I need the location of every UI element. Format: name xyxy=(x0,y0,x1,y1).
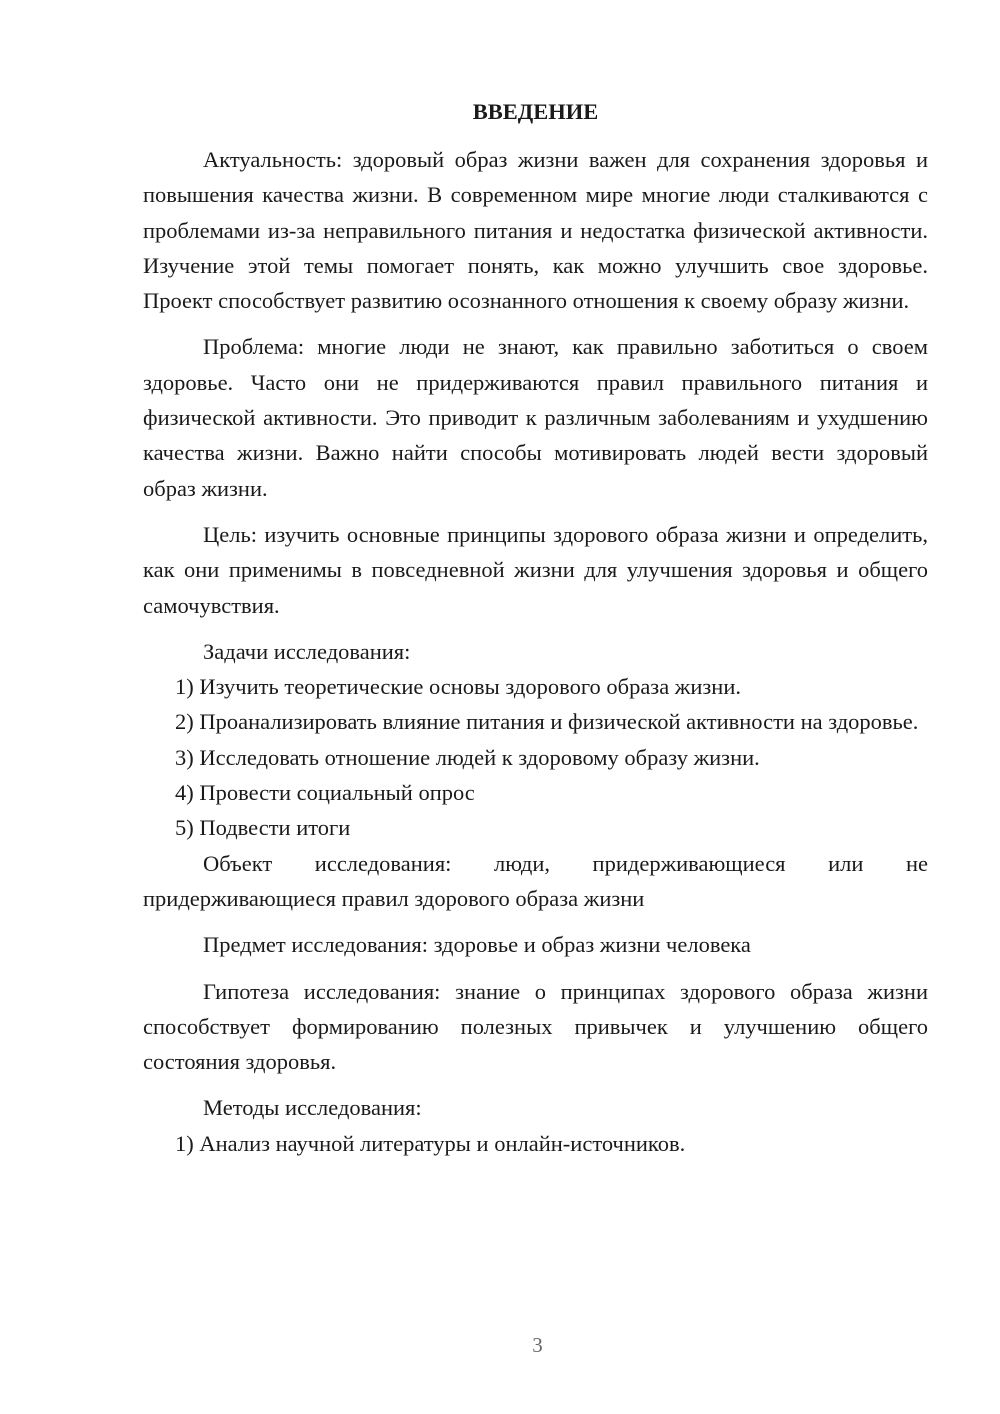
problem-paragraph: Проблема: многие люди не знают, как правильно заботиться о своем здоровье. Часто они не придерживаются правил правильного питания и физической активности. Это приводит к различным заболеваниям и ухудшению качества жизни. Важно найти способы мотивировать людей вести здоровый образ жизни. xyxy=(143,334,928,501)
document-page xyxy=(143,94,928,1161)
hypothesis-paragraph: Гипотеза исследования: знание о принципах здорового образа жизни способствует формированию полезных привычек и улучшению общего состояния здоровья. xyxy=(143,978,928,1075)
task-item-2: 2) Проанализировать влияние питания и физической активности на здоровье. xyxy=(175,709,919,735)
goal-paragraph: Цель: изучить основные принципы здорового образа жизни и определить, как они применимы в повседневной жизни для улучшения здоровья и общего самочувствия. xyxy=(143,521,928,618)
subject-paragraph: Предмет исследования: здоровье и образ жизни человека xyxy=(203,932,751,958)
methods-heading: Методы исследования: xyxy=(203,1095,422,1121)
task-item-3: 3) Исследовать отношение людей к здоровому образу жизни. xyxy=(175,744,760,770)
page-number: 3 xyxy=(532,1333,543,1357)
tasks-heading: Задачи исследования: xyxy=(203,638,411,664)
task-item-1: 1) Изучить теоретические основы здорового образа жизни. xyxy=(175,674,741,700)
relevance-paragraph: Актуальность: здоровый образ жизни важен для сохранения здоровья и повышения качества жизни. В современном мире многие люди сталкиваются с проблемами из-за неправильного питания и недостатка физической активности. Изучение этой темы помогает понять, как можно улучшить свое здоровье. Проект способствует развитию осознанного отношения к своему образу жизни. xyxy=(143,147,928,314)
task-item-5: 5) Подвести итоги xyxy=(175,815,351,841)
page-title: ВВЕДЕНИЕ xyxy=(472,99,599,124)
object-paragraph: Объект исследования: люди, придерживающиеся или не придерживающиеся правил здорового образа жизни xyxy=(143,850,928,911)
method-item-1: 1) Анализ научной литературы и онлайн-источников. xyxy=(175,1130,686,1156)
task-item-4: 4) Провести социальный опрос xyxy=(175,780,475,806)
